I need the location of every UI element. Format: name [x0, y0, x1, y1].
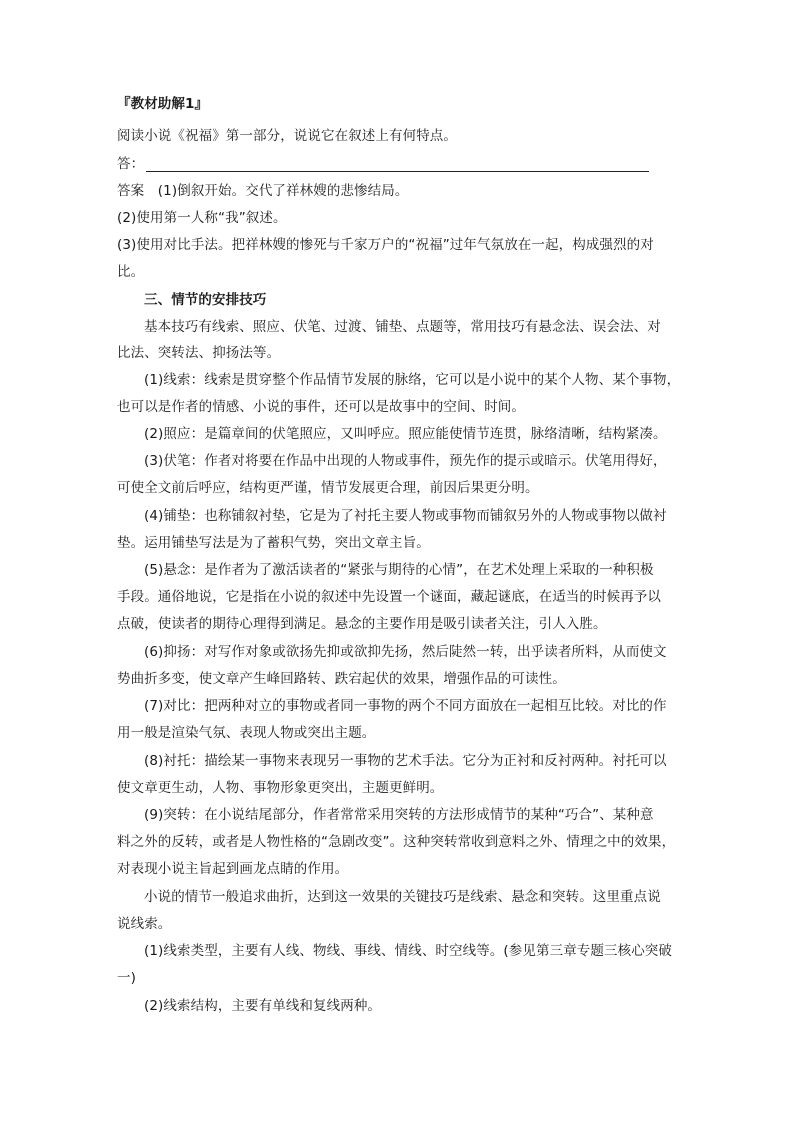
paragraph-line: (6)抑扬：对写作对象或欲扬先抑或欲抑先扬，然后陡然一转，出乎读者所料，从而使文 [144, 644, 667, 660]
paragraph-line: 对表现小说主旨起到画龙点睛的作用。 [117, 861, 349, 877]
paragraph-line: 说线索。 [117, 916, 172, 932]
answer-label: 答： [117, 156, 145, 172]
paragraph-line: 可使全文前后呼应，结构更严谨，情节发展更合理，前因后果更分明。 [117, 480, 539, 496]
question-text: 阅读小说《祝福》第一部分，说说它在叙述上有何特点。 [117, 128, 457, 144]
answer-line: 答案 (1)倒叙开始。交代了祥林嫂的悲惨结局。 [117, 183, 409, 199]
paragraph-line: (7)对比：把两种对立的事物或者同一事物的两个不同方面放在一起相互比较。对比的作 [144, 698, 667, 714]
paragraph-line: 垫。运用铺垫写法是为了蓄积气势，突出文章主旨。 [117, 535, 430, 551]
answer-blank-line [146, 171, 649, 172]
paragraph-line: (1)线索类型，主要有人线、物线、事线、情线、时空线等。(参见第三章专题三核心突破 [144, 943, 672, 959]
paragraph-line: (5)悬念：是作者为了激活读者的“紧张与期待的心情”，在艺术处理上采取的一种积极 [144, 562, 654, 578]
answer-line: (3)使用对比手法。把祥林嫂的惨死与千家万户的“祝福”过年气氛放在一起，构成强烈的对 [117, 237, 654, 253]
paragraph-line: (2)线索结构，主要有单线和复线两种。 [144, 998, 382, 1014]
paragraph-line: (2)照应：是篇章间的伏笔照应，又叫呼应。照应能使情节连贯，脉络清晰，结构紧凑。 [144, 426, 667, 442]
paragraph-line: 使文章更生动，人物、事物形象更突出，主题更鲜明。 [117, 780, 444, 796]
paragraph-line: (3)伏笔：作者对将要在作品中出现的人物或事件，预先作的提示或暗示。伏笔用得好， [144, 453, 667, 469]
paragraph-line: 料之外的反转，或者是人物性格的“急剧改变”。这种突转常收到意料之外、情理之中的效果， [117, 834, 676, 850]
paragraph-line: 也可以是作者的情感、小说的事件，还可以是故事中的空间、时间。 [117, 399, 525, 415]
section-tag: 『教材助解1』 [117, 96, 209, 112]
paragraph-line: 比法、突转法、抑扬法等。 [117, 345, 281, 361]
paragraph-line: 用一般是渲染气氛、表现人物或突出主题。 [117, 725, 376, 741]
paragraph-line: 基本技巧有线索、照应、伏笔、过渡、铺垫、点题等，常用技巧有悬念法、误会法、对 [144, 319, 661, 335]
paragraph-line: 势曲折多变，使文章产生峰回路转、跌宕起伏的效果，增强作品的可读性。 [117, 671, 566, 687]
paragraph-line: (1)线索：线索是贯穿整个作品情节发展的脉络，它可以是小说中的某个人物、某个事物， [144, 372, 681, 388]
section-heading: 三、情节的安排技巧 [144, 292, 267, 308]
paragraph-line: (4)铺垫：也称铺叙衬垫，它是为了衬托主要人物或事物而铺叙另外的人物或事物以做衬 [144, 508, 667, 524]
paragraph-line: 点破，使读者的期待心理得到满足。悬念的主要作用是吸引读者关注，引人入胜。 [117, 616, 607, 632]
paragraph-line: 手段。通俗地说，它是指在小说的叙述中先设置一个谜面，藏起谜底，在适当的时候再予以 [117, 589, 661, 605]
answer-line: (2)使用第一人称“我”叙述。 [117, 210, 287, 226]
paragraph-line: 一) [117, 970, 136, 986]
paragraph-line: (8)衬托：描绘某一事物来表现另一事物的艺术手法。它分为正衬和反衬两种。衬托可以 [144, 753, 667, 769]
answer-line: 比。 [117, 264, 145, 280]
paragraph-line: 小说的情节一般追求曲折，达到这一效果的关键技巧是线索、悬念和突转。这里重点说 [144, 889, 661, 905]
paragraph-line: (9)突转：在小说结尾部分，作者常常采用突转的方法形成情节的某种“巧合”、某种意 [144, 807, 654, 823]
